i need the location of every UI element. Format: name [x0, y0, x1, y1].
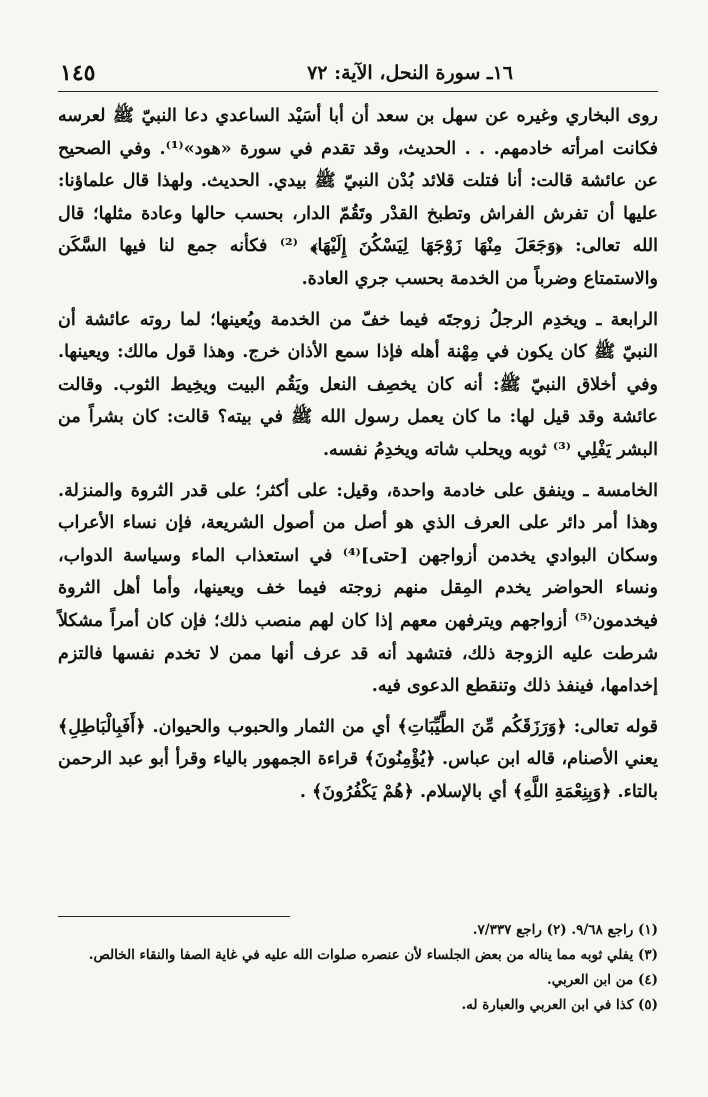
footnotes [58, 918, 658, 1018]
paragraph-4: قوله تعالى: ﴿وَرَزَقَكُم مِّنَ الطَّيِّبَاتِ﴾ أي من الثمار والحبوب والحيوان. ﴿أَفَبِالْبَاطِلِ﴾ يعني الأصنام، قاله ابن عباس. ﴿يُؤْمِنُونَ﴾ قراءة الجمهور بالياء وقرأ أبو عبد الرحمن بالتاء. ﴿وَبِنِعْمَةِ اللَّهِ﴾ أي بالإسلام. ﴿هُمْ يَكْفُرُونَ﴾ . [58, 716, 658, 802]
page-header [58, 58, 658, 92]
running-title: ١٦ـ سورة النحل، الآية: ٧٢ [307, 62, 513, 84]
footnote-rule [58, 916, 290, 917]
footnote-3: (٣) يفلي ثوبه مما يناله من بعض الجلساء لأن عنصره صلوات الله عليه في غاية الصفا والنقاء الخالص. [88, 947, 658, 963]
page-number: ١٤٥ [60, 60, 96, 86]
paragraph-3: الخامسة ـ وينفق على خادمة واحدة، وقيل: على أكثر؛ على قدر الثروة والمنزلة. وهذا أمر دائر على العرف الذي هو أصل من أصول الشريعة، فإن نساء الأعراب وسكان البوادي يخدمن أزواجهن [حتى]⁽⁴⁾ في استعذاب الماء وسياسة الدواب، ونساء الحواضر يخدم المِقل منهم زوجته فيما خف ويعينها، وأما أهل الثروة فيخدمون⁽⁵⁾ أزواجهم ويترفهن معهم إذا كان لهم منصب ذلك؛ فإن كان أمراً مشكلاً شرطت عليه الزوجة ذلك، فتشهد أنه قد عرف أنها ممن لا تخدم نفسها فالتزم إخدامها، فينفذ ذلك وتنقطع الدعوى فيه. [58, 480, 659, 697]
header-rule [58, 91, 658, 92]
footnote-1-2: (١) راجع ٩/٦٨. (٢) راجع ٧/٣٣٧. [472, 922, 658, 938]
paragraph-2: الرابعة ـ ويخدِم الرجلُ زوجتَه فيما خفّ من الخدمة ويُعينها؛ لما روته عائشة أن النبيّ ﷺ كان يكون في مِهْنة أهله فإذا سمع الأذان خرج. وهذا قول مالك: ويعينها. وفي أخلاق النبيّ ﷺ: أنه كان يخصِف النعل ويَقُم البيت ويخِيط الثوب. وقالت عائشة وقد قيل لها: ما كان يعمل رسول الله ﷺ في بيته؟ قالت: كان بشراً من البشر يَفْلِي ⁽³⁾ ثوبه ويحلب شاته ويخدِمُ نفسه. [58, 309, 658, 460]
main-text [58, 100, 658, 808]
footnote-4: (٤) من ابن العربي. [547, 972, 658, 988]
paragraph-1: روى البخاري وغيره عن سهل بن سعد أن أبا أسَيْد الساعدي دعا النبيّ ﷺ لعرسه فكانت امرأته خادمهم. . . الحديث، وقد تقدم في سورة «هود»⁽¹⁾. وفي الصحيح عن عائشة قالت: أنا فتلت قلائد بُدْن النبيّ ﷺ بيدي. الحديث. ولهذا قال علماؤنا: عليها أن تفرش الفراش وتطبخ القدْر وتَقُمّ الدار، بحسب حالها وعادة مثلها؛ قال الله تعالى: ﴿وَجَعَلَ مِنْهَا زَوْجَهَا لِيَسْكُنَ إِلَيْهَا﴾ ⁽²⁾ فكأنه جمع لنا فيها السَّكَن والاستمتاع وضرباً من الخدمة بحسب جري العادة. [58, 106, 658, 289]
footnote-5: (٥) كذا في ابن العربي والعبارة له. [461, 997, 658, 1013]
